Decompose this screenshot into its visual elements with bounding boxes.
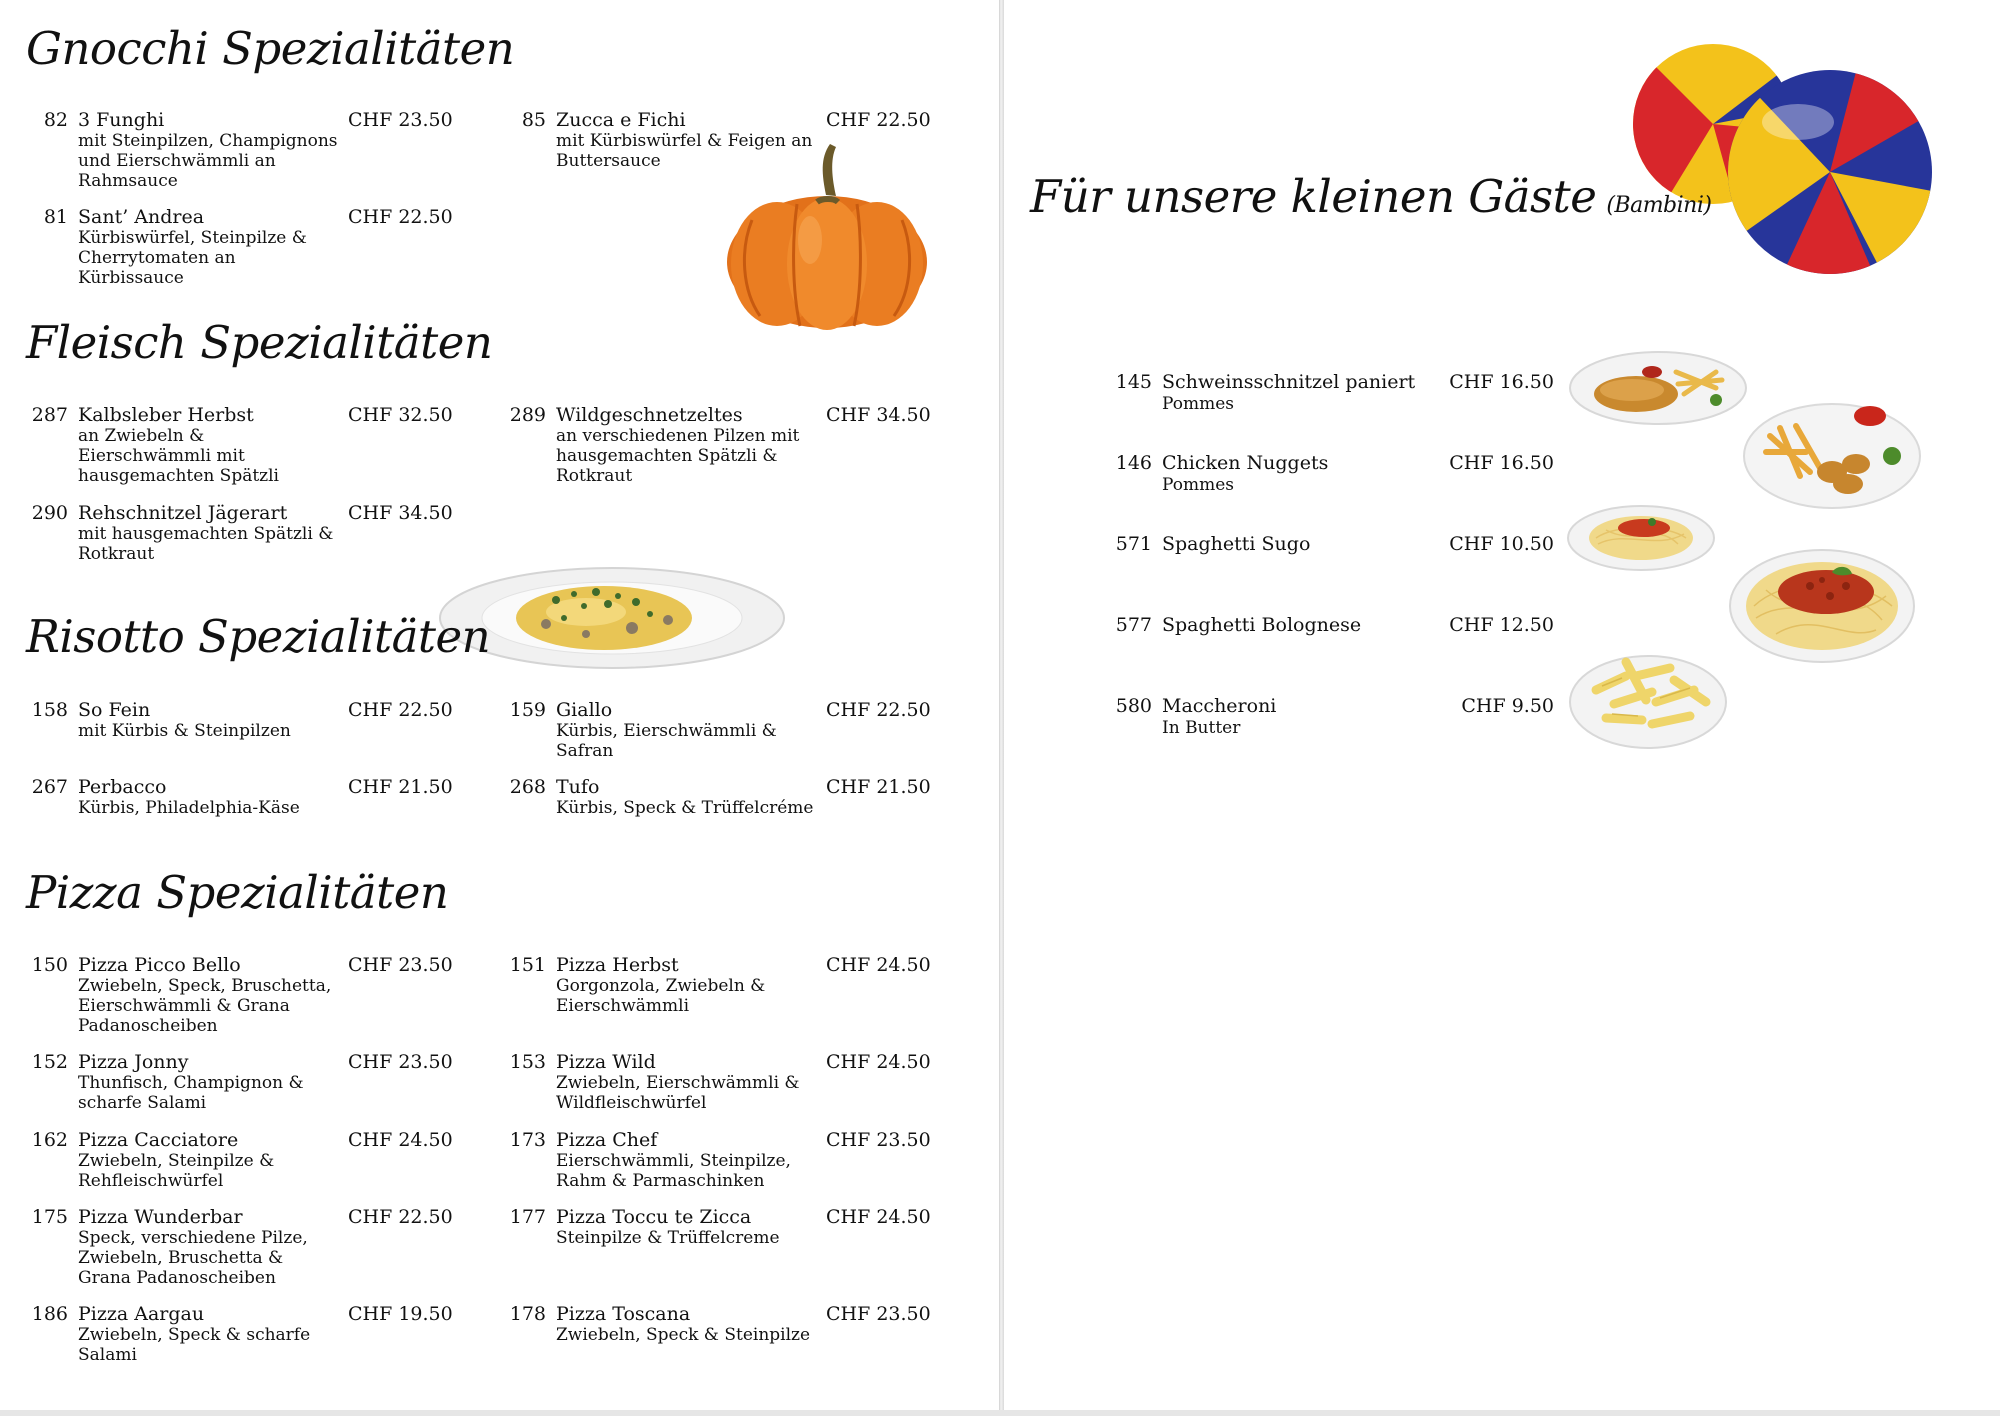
item-number: 580 bbox=[1115, 695, 1152, 717]
item-description: Gorgonzola, Zwiebeln & Eierschwämmli bbox=[556, 976, 766, 1016]
item-description: mit Steinpilzen, Champignons und Eierschwämmli an Rahmsauce bbox=[78, 131, 338, 191]
item-number: 151 bbox=[509, 954, 546, 976]
item-description: Speck, verschiedene Pilze, Zwiebeln, Bruschetta & Grana Padanoscheiben bbox=[78, 1228, 308, 1288]
item-description: Pommes bbox=[1162, 475, 1235, 495]
item-name: Wildgeschnetzeltes bbox=[556, 404, 743, 426]
spaghetti-bolognese-image bbox=[1726, 546, 1918, 666]
nuggets-plate-image bbox=[1740, 392, 1924, 512]
item-name: Pizza Cacciatore bbox=[78, 1129, 239, 1151]
item-price: CHF 16.50 bbox=[1449, 452, 1554, 474]
item-name: Pizza Herbst bbox=[556, 954, 679, 976]
item-description: In Butter bbox=[1162, 718, 1241, 738]
item-name: Pizza Toscana bbox=[556, 1303, 691, 1325]
item-description: Zwiebeln, Steinpilze & Rehfleischwürfel bbox=[78, 1151, 275, 1191]
item-description: Kürbiswürfel, Steinpilze & Cherrytomaten an Kürbissauce bbox=[78, 228, 307, 288]
item-number: 186 bbox=[31, 1303, 68, 1325]
section-title-pizza: Pizza Spezialitäten bbox=[26, 866, 449, 919]
section-title-gnocchi: Gnocchi Spezialitäten bbox=[26, 22, 515, 75]
item-description: Kürbis, Speck & Trüffelcréme bbox=[556, 798, 814, 818]
item-description: Eierschwämmli, Steinpilze, Rahm & Parmaschinken bbox=[556, 1151, 791, 1191]
section-title-risotto: Risotto Spezialitäten bbox=[26, 610, 491, 663]
item-description: Zwiebeln, Eierschwämmli & Wildfleischwürfel bbox=[556, 1073, 800, 1113]
item-price: CHF 24.50 bbox=[826, 954, 931, 976]
schnitzel-plate-image bbox=[1566, 344, 1750, 426]
item-price: CHF 23.50 bbox=[348, 954, 453, 976]
item-number: 289 bbox=[509, 404, 546, 426]
item-name: Zucca e Fichi bbox=[556, 109, 686, 131]
item-number: 577 bbox=[1115, 614, 1152, 636]
item-number: 145 bbox=[1115, 371, 1152, 393]
item-description: Zwiebeln, Speck, Bruschetta, Eierschwämmli & Grana Padanoscheiben bbox=[78, 976, 332, 1036]
maccheroni-image bbox=[1566, 640, 1730, 752]
item-number: 267 bbox=[31, 776, 68, 798]
item-price: CHF 22.50 bbox=[348, 699, 453, 721]
item-price: CHF 24.50 bbox=[348, 1129, 453, 1151]
item-number: 290 bbox=[31, 502, 68, 524]
item-number: 177 bbox=[509, 1206, 546, 1228]
item-description: mit hausgemachten Spätzli & Rotkraut bbox=[78, 524, 334, 564]
item-number: 571 bbox=[1115, 533, 1152, 555]
item-price: CHF 23.50 bbox=[826, 1303, 931, 1325]
item-price: CHF 22.50 bbox=[826, 109, 931, 131]
item-price: CHF 32.50 bbox=[348, 404, 453, 426]
item-number: 178 bbox=[509, 1303, 546, 1325]
item-number: 85 bbox=[521, 109, 546, 131]
beach-balls-image bbox=[1618, 44, 1938, 276]
kids-subtitle: (Bambini) bbox=[1606, 193, 1712, 218]
item-price: CHF 19.50 bbox=[348, 1303, 453, 1325]
item-name: Tufo bbox=[556, 776, 600, 798]
item-price: CHF 23.50 bbox=[826, 1129, 931, 1151]
item-number: 81 bbox=[43, 206, 68, 228]
item-price: CHF 22.50 bbox=[348, 206, 453, 228]
item-description: an verschiedenen Pilzen mit hausgemachten Spätzli & Rotkraut bbox=[556, 426, 800, 486]
kids-title-text: Für unsere kleinen Gäste bbox=[1030, 170, 1597, 223]
item-description: Thunfisch, Champignon & scharfe Salami bbox=[78, 1073, 304, 1113]
item-description: Zwiebeln, Speck & Steinpilze bbox=[556, 1325, 811, 1345]
section-title-kids bbox=[1030, 170, 1711, 223]
item-price: CHF 22.50 bbox=[348, 1206, 453, 1228]
item-description: Pommes bbox=[1162, 394, 1235, 414]
item-number: 173 bbox=[509, 1129, 546, 1151]
section-title-fleisch: Fleisch Spezialitäten bbox=[26, 316, 493, 369]
item-name: Schweinsschnitzel paniert bbox=[1162, 371, 1416, 393]
item-name: Sant’ Andrea bbox=[78, 206, 205, 228]
item-description: an Zwiebeln & Eierschwämmli mit hausgemachten Spätzli bbox=[78, 426, 279, 486]
item-price: CHF 23.50 bbox=[348, 1051, 453, 1073]
item-number: 287 bbox=[31, 404, 68, 426]
item-description: Kürbis, Eierschwämmli & Safran bbox=[556, 721, 777, 761]
item-number: 82 bbox=[43, 109, 68, 131]
item-number: 158 bbox=[31, 699, 68, 721]
item-name: Pizza Wild bbox=[556, 1051, 656, 1073]
item-number: 162 bbox=[31, 1129, 68, 1151]
item-price: CHF 23.50 bbox=[348, 109, 453, 131]
item-price: CHF 9.50 bbox=[1461, 695, 1554, 717]
item-description: mit Kürbis & Steinpilzen bbox=[78, 721, 291, 741]
item-name: Pizza Toccu te Zicca bbox=[556, 1206, 752, 1228]
item-number: 268 bbox=[509, 776, 546, 798]
page-fold bbox=[999, 0, 1004, 1416]
item-name: Kalbsleber Herbst bbox=[78, 404, 254, 426]
item-price: CHF 12.50 bbox=[1449, 614, 1554, 636]
item-name: Pizza Aargau bbox=[78, 1303, 205, 1325]
item-number: 159 bbox=[509, 699, 546, 721]
item-price: CHF 24.50 bbox=[826, 1206, 931, 1228]
item-name: Chicken Nuggets bbox=[1162, 452, 1329, 474]
item-number: 175 bbox=[31, 1206, 68, 1228]
item-name: So Fein bbox=[78, 699, 151, 721]
item-name: Pizza Wunderbar bbox=[78, 1206, 243, 1228]
item-name: Pizza Picco Bello bbox=[78, 954, 241, 976]
item-description: Steinpilze & Trüffelcreme bbox=[556, 1228, 780, 1248]
item-name: Giallo bbox=[556, 699, 613, 721]
item-name: Perbacco bbox=[78, 776, 167, 798]
item-price: CHF 21.50 bbox=[348, 776, 453, 798]
item-name: Pizza Jonny bbox=[78, 1051, 189, 1073]
item-description: Kürbis, Philadelphia-Käse bbox=[78, 798, 300, 818]
spaghetti-sugo-image bbox=[1566, 500, 1716, 572]
item-number: 153 bbox=[509, 1051, 546, 1073]
item-name: Pizza Chef bbox=[556, 1129, 658, 1151]
item-number: 146 bbox=[1115, 452, 1152, 474]
item-number: 152 bbox=[31, 1051, 68, 1073]
pumpkin-image bbox=[722, 140, 932, 332]
item-name: Spaghetti Bolognese bbox=[1162, 614, 1362, 636]
item-number: 150 bbox=[31, 954, 68, 976]
item-name: 3 Funghi bbox=[78, 109, 165, 131]
item-description: mit Kürbiswürfel & Feigen an Buttersauce bbox=[556, 131, 813, 171]
item-name: Maccheroni bbox=[1162, 695, 1277, 717]
item-name: Rehschnitzel Jägerart bbox=[78, 502, 288, 524]
item-price: CHF 34.50 bbox=[348, 502, 453, 524]
item-price: CHF 21.50 bbox=[826, 776, 931, 798]
item-price: CHF 24.50 bbox=[826, 1051, 931, 1073]
item-price: CHF 22.50 bbox=[826, 699, 931, 721]
item-price: CHF 16.50 bbox=[1449, 371, 1554, 393]
item-description: Zwiebeln, Speck & scharfe Salami bbox=[78, 1325, 311, 1365]
item-name: Spaghetti Sugo bbox=[1162, 533, 1311, 555]
item-price: CHF 34.50 bbox=[826, 404, 931, 426]
item-price: CHF 10.50 bbox=[1449, 533, 1554, 555]
page-bottom-edge bbox=[0, 1410, 2000, 1416]
